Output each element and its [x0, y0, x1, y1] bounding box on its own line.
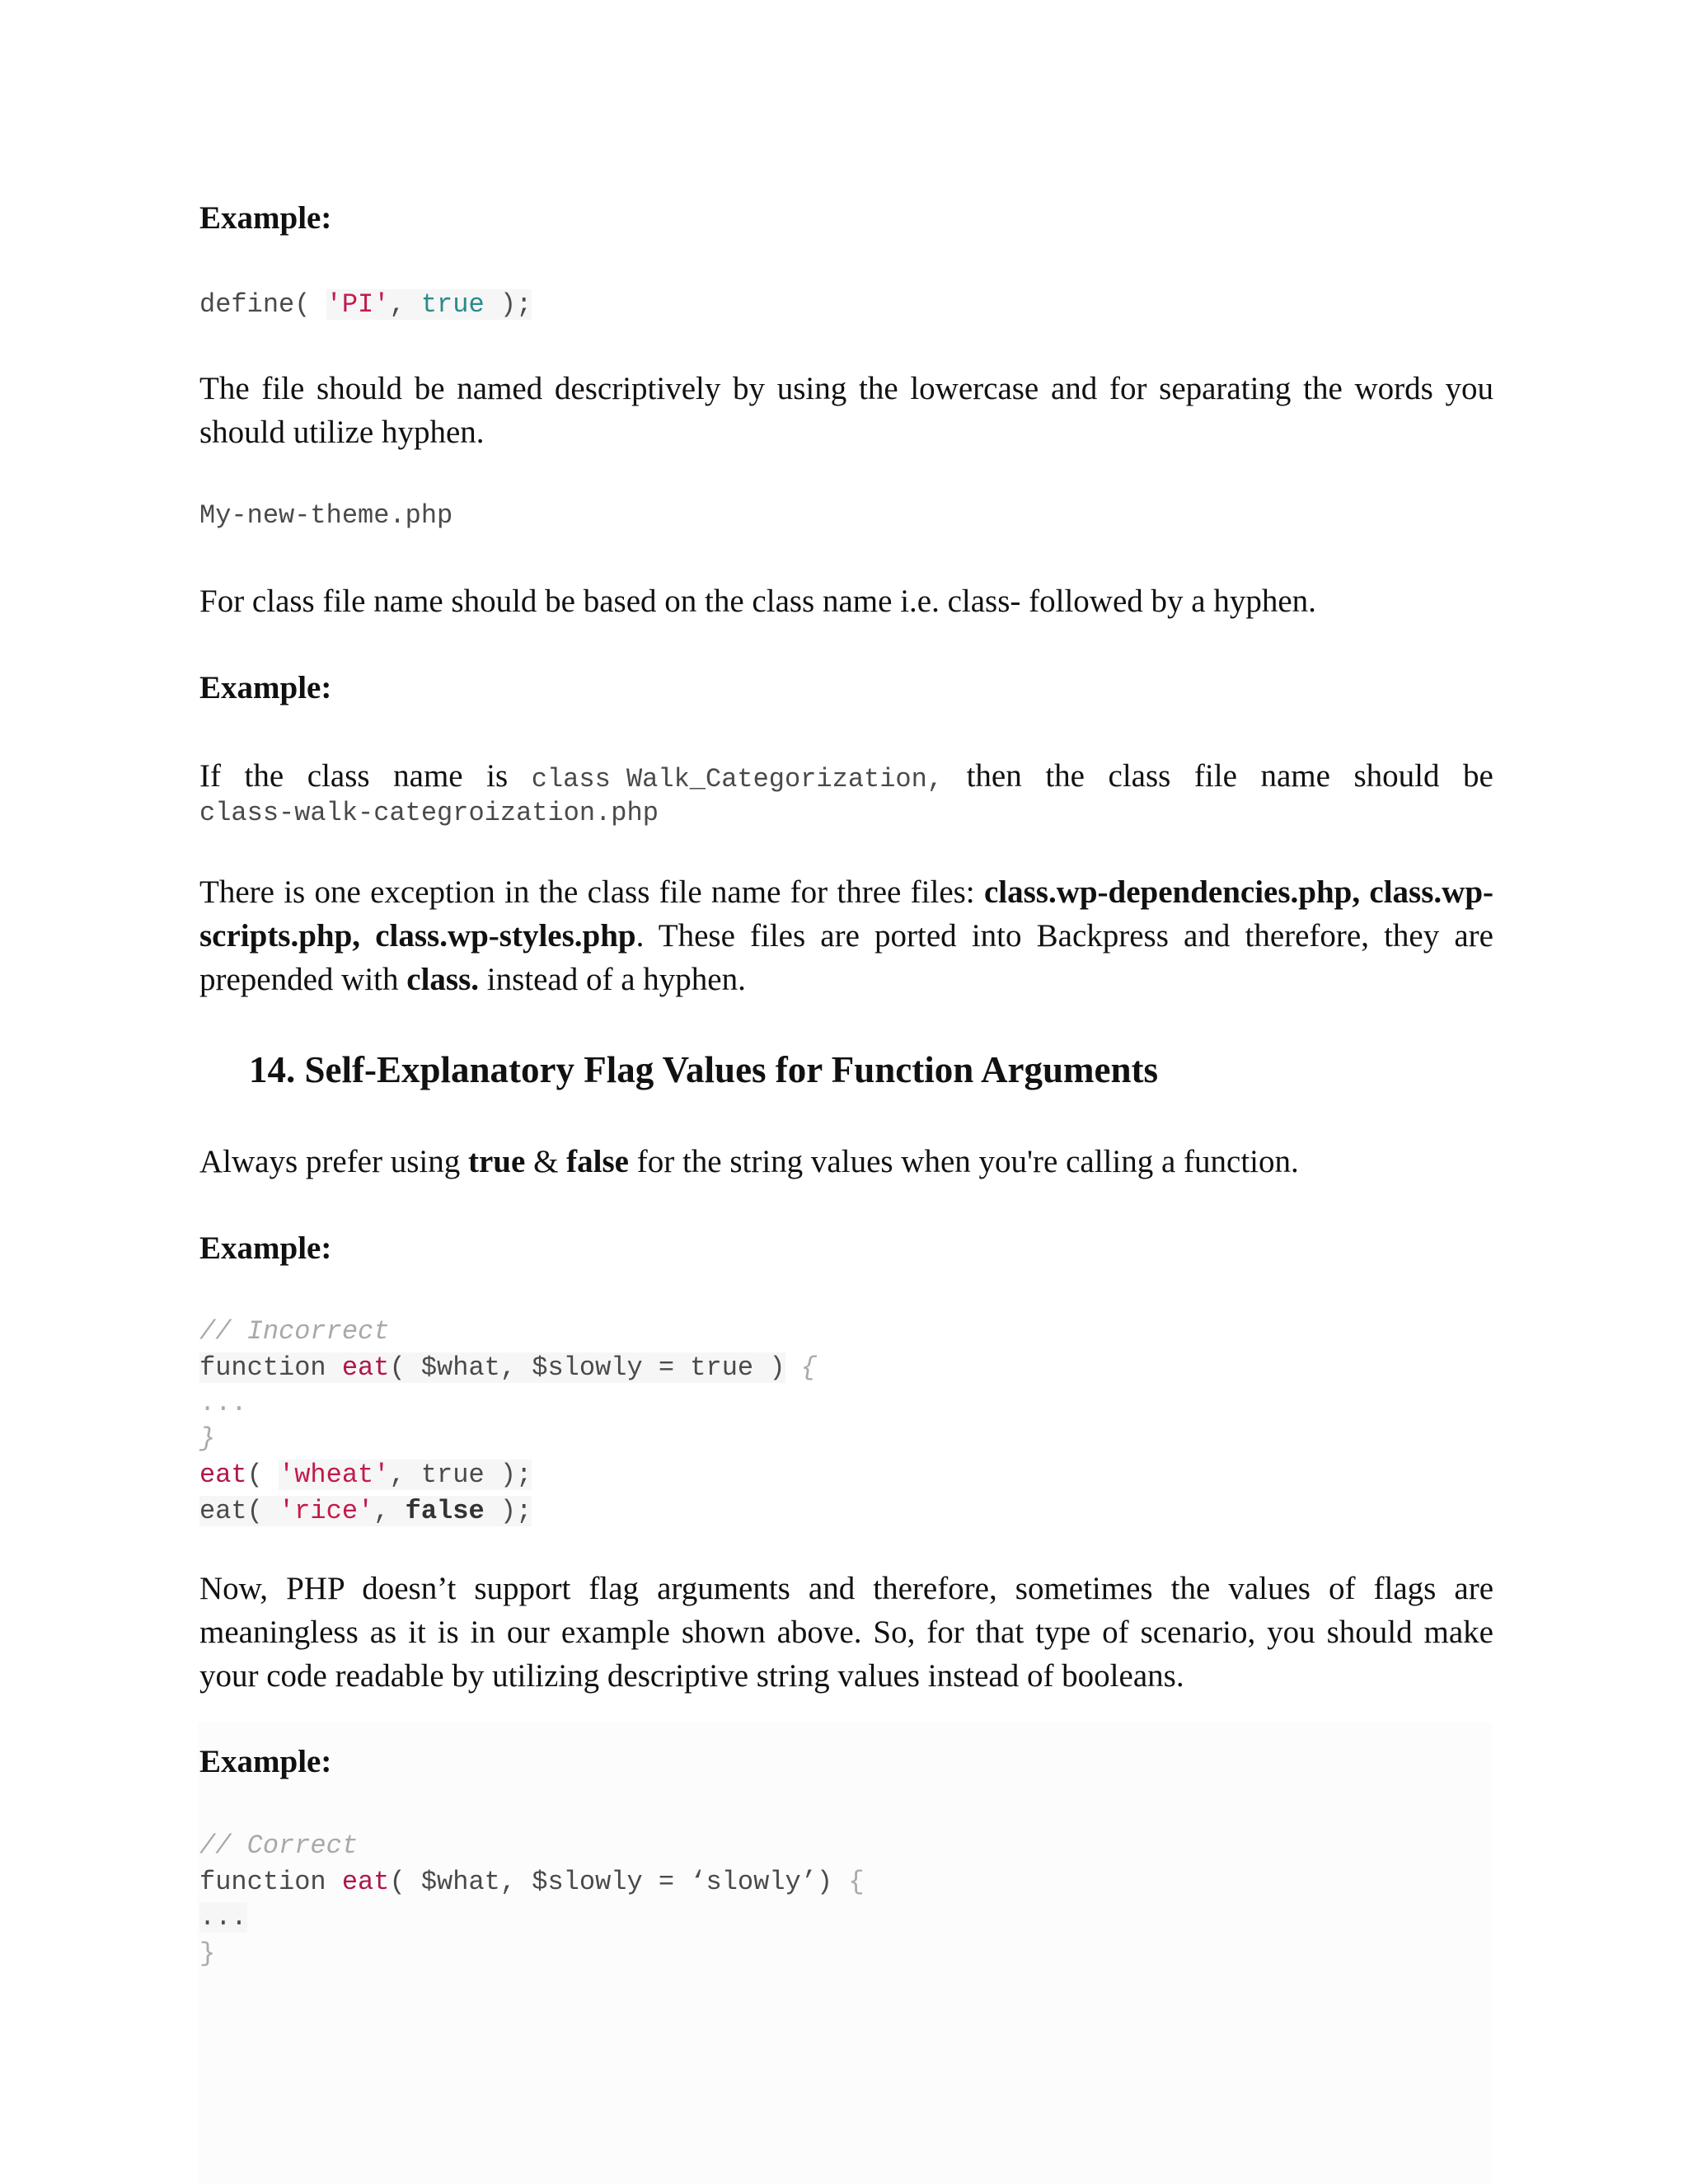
bold-file-list: class.wp-dependencies.php, class.wp-scripts.php, class.wp-styles.php — [199, 874, 1493, 954]
code-brace: } — [199, 1423, 216, 1454]
code-string: 'wheat' — [279, 1460, 390, 1490]
paragraph-flag-arguments: Now, PHP doesn’t support flag arguments and therefore, sometimes the values of flags are meaningless as it is in our example shown above. So, for that type of scenario, you should make your code readable by utilizing descriptive string values instead of booleans. — [199, 1571, 1493, 1694]
code-token: , — [373, 1496, 390, 1526]
code-token: , true ); — [389, 1460, 532, 1490]
text-span: Always prefer using — [199, 1144, 461, 1179]
code-brace: } — [199, 1938, 216, 1969]
text-span: There is one exception in the class file name for three files: — [199, 874, 975, 910]
code-token: define( — [199, 289, 311, 320]
example-label: Example: — [199, 200, 332, 236]
text-name: name — [393, 758, 463, 794]
code-comment-correct — [199, 1828, 358, 1863]
paragraph-flag-values — [199, 1140, 1493, 1183]
code-define — [199, 287, 532, 322]
code-comment: // Incorrect — [199, 1316, 390, 1347]
bold-false: false — [566, 1144, 629, 1179]
code-token: ( $what, $slowly = true ) — [389, 1352, 785, 1383]
code-string: 'rice' — [279, 1496, 374, 1526]
text-class: class — [307, 758, 370, 794]
paragraph-exception — [199, 870, 1493, 1001]
text-class2: class — [1108, 758, 1171, 794]
code-comment-incorrect — [199, 1314, 389, 1349]
code-brace: { — [800, 1352, 817, 1383]
code-filename: My-new-theme.php — [199, 500, 453, 531]
text-be: be — [1463, 758, 1493, 794]
text-file: file — [1193, 758, 1237, 794]
code-function-name: eat — [199, 1460, 247, 1490]
text-is: is — [486, 758, 509, 794]
code-token: , — [389, 289, 406, 320]
code-ellipsis — [199, 1900, 247, 1935]
code-bold-false: false — [405, 1496, 485, 1526]
text-span: for the string values when you're calling a function. — [636, 1144, 1299, 1179]
code-function-def — [199, 1350, 817, 1385]
code-function-def-correct — [199, 1864, 865, 1900]
code-close-brace — [199, 1936, 215, 1971]
example-label: Example: — [199, 670, 332, 705]
code-close-brace — [199, 1421, 215, 1456]
inline-code-class-file: class-walk-categroization.php — [199, 798, 659, 828]
code-keyword: function — [199, 1352, 326, 1383]
code-token: ( $what, $slowly = ‘slowly’) — [389, 1867, 833, 1897]
text-then: then — [966, 758, 1022, 794]
code-string: 'PI' — [326, 289, 390, 320]
text-name2: name — [1260, 758, 1330, 794]
code-call-rice — [199, 1493, 532, 1529]
code-comment: // Correct — [199, 1830, 359, 1861]
code-call-wheat — [199, 1457, 532, 1493]
code-function-name: eat — [341, 1352, 390, 1383]
paragraph-class-file: For class file name should be based on the class name i.e. class- followed by a hyphen. — [199, 583, 1316, 619]
shaded-region — [198, 1722, 1492, 2184]
code-token: ( — [246, 1460, 263, 1490]
code-brace: { — [848, 1867, 865, 1897]
code-ellipsis: ... — [199, 1388, 247, 1418]
paragraph-file-naming: The file should be named descriptively by using the lowercase and for separating the words you should utilize hyphen. — [199, 371, 1493, 450]
code-token: ); — [499, 1496, 532, 1526]
inline-code-class-name: class Walk_Categorization, — [531, 764, 944, 794]
text-if: If — [199, 758, 221, 794]
text-should: should — [1353, 758, 1440, 794]
bold-true: true — [468, 1144, 526, 1179]
code-token: ); — [499, 289, 532, 320]
text-span: . These files are ported into Backpress and therefore, they are prepended with — [199, 918, 1493, 997]
section-heading: 14. Self-Explanatory Flag Values for Function Arguments — [249, 1049, 1158, 1090]
code-keyword: true — [420, 289, 485, 320]
example-label: Example: — [199, 1230, 332, 1266]
code-keyword: function — [199, 1867, 326, 1897]
code-token: ... — [199, 1902, 247, 1933]
example-label: Example: — [199, 1744, 332, 1779]
text-span: & — [533, 1144, 559, 1179]
code-token: eat( — [199, 1496, 263, 1526]
text-the: the — [244, 758, 284, 794]
bold-class: class. — [406, 962, 480, 997]
paragraph-class-example — [199, 754, 1493, 837]
code-function-name: eat — [341, 1867, 390, 1897]
text-the2: the — [1045, 758, 1085, 794]
text-span: instead of a hyphen. — [486, 962, 746, 997]
